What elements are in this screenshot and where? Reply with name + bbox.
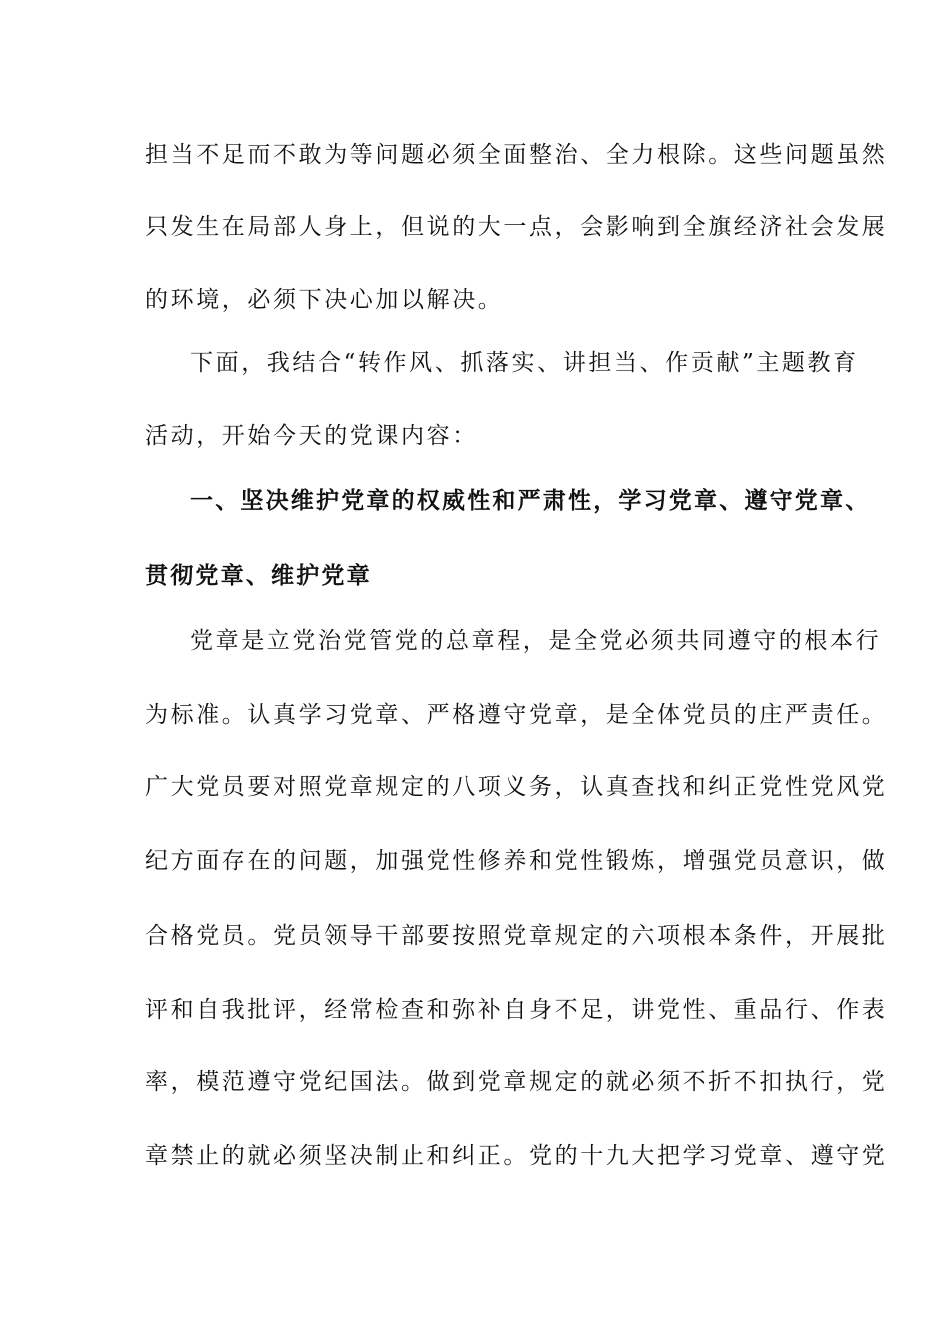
paragraph-line: 章禁止的就必须坚决制止和纠正。党的十九大把学习党章、遵守党 <box>145 1143 888 1169</box>
paragraph-line: 合格党员。党员领导干部要按照党章规定的六项根本条件，开展批 <box>145 923 888 949</box>
section-heading: 贯彻党章、维护党章 <box>145 563 372 589</box>
paragraph-line: 担当不足而不敢为等问题必须全面整治、全力根除。这些问题虽然 <box>145 142 888 168</box>
paragraph-line: 率，模范遵守党纪国法。做到党章规定的就必须不折不扣执行，党 <box>145 1069 888 1095</box>
paragraph-line: 广大党员要对照党章规定的八项义务，认真查找和纠正党性党风党 <box>145 774 888 800</box>
paragraph-line: 下面，我结合“转作风、抓落实、讲担当、作贡献”主题教育 <box>190 350 859 376</box>
paragraph-line: 党章是立党治党管党的总章程，是全党必须共同遵守的根本行 <box>190 628 882 654</box>
paragraph-line: 的环境，必须下决心加以解决。 <box>145 287 504 313</box>
section-heading: 一、坚决维护党章的权威性和严肃性，学习党章、遵守党章、 <box>190 488 871 514</box>
paragraph-line: 纪方面存在的问题，加强党性修养和党性锻炼，增强党员意识，做 <box>145 848 888 874</box>
paragraph-line: 只发生在局部人身上，但说的大一点，会影响到全旗经济社会发展 <box>145 214 888 240</box>
paragraph-line: 活动，开始今天的党课内容： <box>145 423 478 449</box>
paragraph-line: 评和自我批评，经常检查和弥补自身不足，讲党性、重品行、作表 <box>145 997 888 1023</box>
paragraph-line: 为标准。认真学习党章、严格遵守党章，是全体党员的庄严责任。 <box>145 702 888 728</box>
